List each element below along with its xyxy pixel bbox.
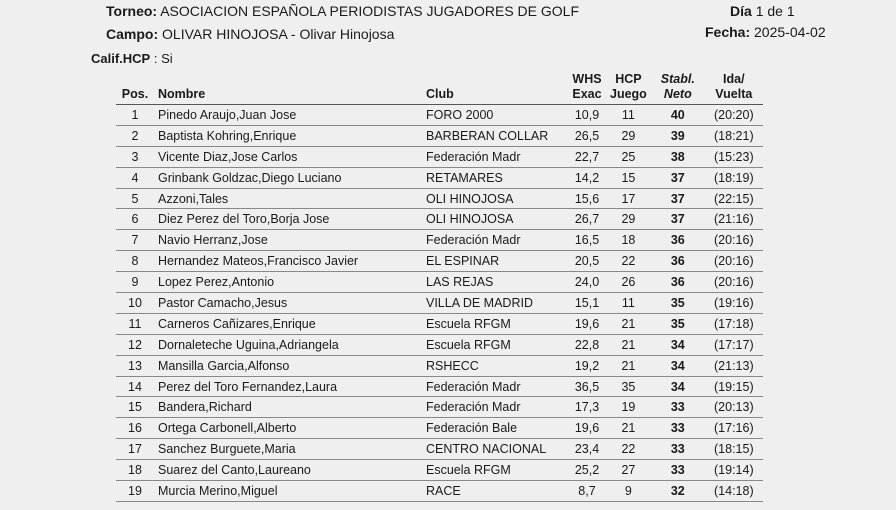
cell-ida: (18:19) (705, 167, 763, 188)
cell-stabl: 34 (651, 355, 705, 376)
cell-nombre: Pastor Camacho,Jesus (154, 293, 422, 314)
cell-club: VILLA DE MADRID (422, 293, 568, 314)
table-row (116, 439, 763, 460)
cell-stabl: 32 (651, 481, 705, 502)
fecha-label: Fecha: (705, 24, 751, 40)
cell-stabl: 33 (651, 418, 705, 439)
cell-stabl: 37 (651, 188, 705, 209)
col-stabl-1: Stabl. (660, 72, 695, 86)
cell-ida: (18:21) (705, 125, 763, 146)
cell-club: EL ESPINAR (422, 251, 568, 272)
cell-stabl: 35 (651, 313, 705, 334)
cell-club: RETAMARES (422, 167, 568, 188)
cell-pos: 6 (116, 209, 154, 230)
cell-pos: 12 (116, 334, 154, 355)
cell-club: Escuela RFGM (422, 334, 568, 355)
dia-line (730, 3, 795, 19)
torneo-value: ASOCIACION ESPAÑOLA PERIODISTAS JUGADORES DE GOLF (160, 3, 579, 19)
torneo-label: Torneo: (106, 3, 158, 19)
cell-nombre: Suarez del Canto,Laureano (154, 460, 422, 481)
cell-hcp: 21 (606, 418, 651, 439)
table-row (116, 376, 763, 397)
cell-whs: 10,9 (568, 105, 606, 126)
cell-ida: (21:16) (705, 209, 763, 230)
cell-club: RSHECC (422, 355, 568, 376)
cell-ida: (20:16) (705, 272, 763, 293)
cell-whs: 17,3 (568, 397, 606, 418)
cell-stabl: 36 (651, 230, 705, 251)
table-row (116, 460, 763, 481)
table-row (116, 418, 763, 439)
cell-stabl: 33 (651, 439, 705, 460)
cell-whs: 15,1 (568, 293, 606, 314)
cell-nombre: Lopez Perez,Antonio (154, 272, 422, 293)
cell-whs: 19,6 (568, 313, 606, 334)
cell-nombre: Perez del Toro Fernandez,Laura (154, 376, 422, 397)
campo-line (106, 26, 394, 42)
cell-pos: 14 (116, 376, 154, 397)
cell-pos: 7 (116, 230, 154, 251)
cell-stabl: 40 (651, 105, 705, 126)
cell-club: OLI HINOJOSA (422, 209, 568, 230)
cell-hcp: 11 (606, 293, 651, 314)
cell-nombre: Baptista Kohring,Enrique (154, 125, 422, 146)
campo-label: Campo: (106, 26, 159, 42)
cell-stabl: 36 (651, 272, 705, 293)
campo-value: OLIVAR HINOJOSA - Olivar Hinojosa (162, 26, 395, 42)
cell-nombre: Carneros Cañizares,Enrique (154, 313, 422, 334)
cell-stabl: 34 (651, 376, 705, 397)
torneo-line (106, 3, 579, 19)
cell-ida: (22:15) (705, 188, 763, 209)
cell-pos: 3 (116, 146, 154, 167)
cell-stabl: 35 (651, 293, 705, 314)
cell-hcp: 35 (606, 376, 651, 397)
cell-nombre: Hernandez Mateos,Francisco Javier (154, 251, 422, 272)
cell-nombre: Azzoni,Tales (154, 188, 422, 209)
cell-nombre: Sanchez Burguete,Maria (154, 439, 422, 460)
cell-stabl: 37 (651, 167, 705, 188)
table-row (116, 334, 763, 355)
cell-hcp: 29 (606, 209, 651, 230)
cell-hcp: 11 (606, 105, 651, 126)
col-whs (568, 72, 606, 105)
table-row (116, 188, 763, 209)
cell-ida: (19:16) (705, 293, 763, 314)
cell-pos: 9 (116, 272, 154, 293)
cell-club: OLI HINOJOSA (422, 188, 568, 209)
col-club: Club (422, 72, 568, 105)
cell-hcp: 21 (606, 334, 651, 355)
cell-nombre: Pinedo Araujo,Juan Jose (154, 105, 422, 126)
cell-hcp: 19 (606, 397, 651, 418)
cell-hcp: 21 (606, 355, 651, 376)
cell-stabl: 38 (651, 146, 705, 167)
col-hcp (606, 72, 651, 105)
cell-stabl: 34 (651, 334, 705, 355)
cell-whs: 16,5 (568, 230, 606, 251)
table-row (116, 251, 763, 272)
cell-nombre: Navio Herranz,Jose (154, 230, 422, 251)
cell-nombre: Vicente Diaz,Jose Carlos (154, 146, 422, 167)
col-hcp-1: HCP (615, 72, 642, 86)
cell-whs: 25,2 (568, 460, 606, 481)
col-pos: Pos. (116, 72, 154, 105)
cell-ida: (19:15) (705, 376, 763, 397)
cell-pos: 8 (116, 251, 154, 272)
cell-hcp: 18 (606, 230, 651, 251)
cell-pos: 17 (116, 439, 154, 460)
table-row (116, 230, 763, 251)
cell-hcp: 22 (606, 251, 651, 272)
cell-ida: (17:16) (705, 418, 763, 439)
cell-club: FORO 2000 (422, 105, 568, 126)
table-row (116, 146, 763, 167)
cell-hcp: 27 (606, 460, 651, 481)
cell-ida: (21:13) (705, 355, 763, 376)
cell-whs: 24,0 (568, 272, 606, 293)
cell-pos: 5 (116, 188, 154, 209)
cell-pos: 1 (116, 105, 154, 126)
cell-whs: 22,8 (568, 334, 606, 355)
cell-club: Federación Madr (422, 376, 568, 397)
calif-line (91, 51, 173, 66)
table-row (116, 293, 763, 314)
table-row (116, 481, 763, 502)
results-body (116, 105, 763, 502)
dia-label: Día (730, 3, 752, 19)
cell-ida: (20:16) (705, 251, 763, 272)
cell-pos: 10 (116, 293, 154, 314)
col-stabl-2: Neto (663, 87, 692, 101)
cell-whs: 15,6 (568, 188, 606, 209)
cell-club: Federación Madr (422, 230, 568, 251)
cell-pos: 11 (116, 313, 154, 334)
cell-nombre: Ortega Carbonell,Alberto (154, 418, 422, 439)
cell-whs: 23,4 (568, 439, 606, 460)
header-row (116, 72, 763, 105)
cell-nombre: Dornaleteche Uguina,Adriangela (154, 334, 422, 355)
table-row (116, 105, 763, 126)
cell-club: LAS REJAS (422, 272, 568, 293)
cell-hcp: 29 (606, 125, 651, 146)
results-table (116, 72, 763, 502)
cell-club: BARBERAN COLLAR (422, 125, 568, 146)
cell-ida: (14:18) (705, 481, 763, 502)
cell-pos: 18 (116, 460, 154, 481)
cell-whs: 26,7 (568, 209, 606, 230)
cell-pos: 4 (116, 167, 154, 188)
table-row (116, 167, 763, 188)
cell-whs: 19,6 (568, 418, 606, 439)
cell-whs: 26,5 (568, 125, 606, 146)
cell-ida: (20:13) (705, 397, 763, 418)
cell-stabl: 33 (651, 460, 705, 481)
cell-hcp: 22 (606, 439, 651, 460)
fecha-line (705, 24, 826, 40)
col-ida-2: Vuelta (715, 87, 753, 101)
cell-club: Federación Madr (422, 146, 568, 167)
cell-ida: (17:18) (705, 313, 763, 334)
cell-whs: 36,5 (568, 376, 606, 397)
cell-pos: 16 (116, 418, 154, 439)
table-row (116, 209, 763, 230)
cell-nombre: Diez Perez del Toro,Borja Jose (154, 209, 422, 230)
cell-pos: 13 (116, 355, 154, 376)
cell-hcp: 26 (606, 272, 651, 293)
cell-club: Escuela RFGM (422, 460, 568, 481)
cell-whs: 14,2 (568, 167, 606, 188)
cell-pos: 2 (116, 125, 154, 146)
fecha-value: 2025-04-02 (754, 24, 826, 40)
cell-nombre: Murcia Merino,Miguel (154, 481, 422, 502)
table-row (116, 355, 763, 376)
calif-label: Calif.HCP (91, 51, 151, 66)
table-row (116, 313, 763, 334)
cell-ida: (19:14) (705, 460, 763, 481)
cell-ida: (17:17) (705, 334, 763, 355)
cell-club: Federación Madr (422, 397, 568, 418)
col-ida (705, 72, 763, 105)
calif-value: : Si (153, 51, 173, 66)
cell-club: Escuela RFGM (422, 313, 568, 334)
col-hcp-2: Juego (610, 87, 647, 101)
cell-hcp: 15 (606, 167, 651, 188)
table-row (116, 125, 763, 146)
cell-ida: (18:15) (705, 439, 763, 460)
cell-nombre: Bandera,Richard (154, 397, 422, 418)
dia-value: 1 de 1 (755, 3, 795, 19)
cell-whs: 8,7 (568, 481, 606, 502)
col-whs-2: Exac (572, 87, 602, 101)
cell-hcp: 17 (606, 188, 651, 209)
cell-ida: (15:23) (705, 146, 763, 167)
cell-stabl: 39 (651, 125, 705, 146)
cell-whs: 19,2 (568, 355, 606, 376)
cell-stabl: 33 (651, 397, 705, 418)
cell-club: CENTRO NACIONAL (422, 439, 568, 460)
cell-hcp: 25 (606, 146, 651, 167)
cell-pos: 19 (116, 481, 154, 502)
cell-stabl: 37 (651, 209, 705, 230)
col-stabl (651, 72, 705, 105)
col-nombre: Nombre (154, 72, 422, 105)
cell-nombre: Mansilla Garcia,Alfonso (154, 355, 422, 376)
col-whs-1: WHS (572, 72, 602, 86)
col-ida-1: Ida/ (723, 72, 745, 86)
cell-ida: (20:20) (705, 105, 763, 126)
cell-stabl: 36 (651, 251, 705, 272)
cell-whs: 20,5 (568, 251, 606, 272)
cell-hcp: 21 (606, 313, 651, 334)
table-row (116, 272, 763, 293)
cell-whs: 22,7 (568, 146, 606, 167)
cell-hcp: 9 (606, 481, 651, 502)
cell-ida: (20:16) (705, 230, 763, 251)
cell-nombre: Grinbank Goldzac,Diego Luciano (154, 167, 422, 188)
cell-club: Federación Bale (422, 418, 568, 439)
cell-pos: 15 (116, 397, 154, 418)
cell-club: RACE (422, 481, 568, 502)
table-row (116, 397, 763, 418)
